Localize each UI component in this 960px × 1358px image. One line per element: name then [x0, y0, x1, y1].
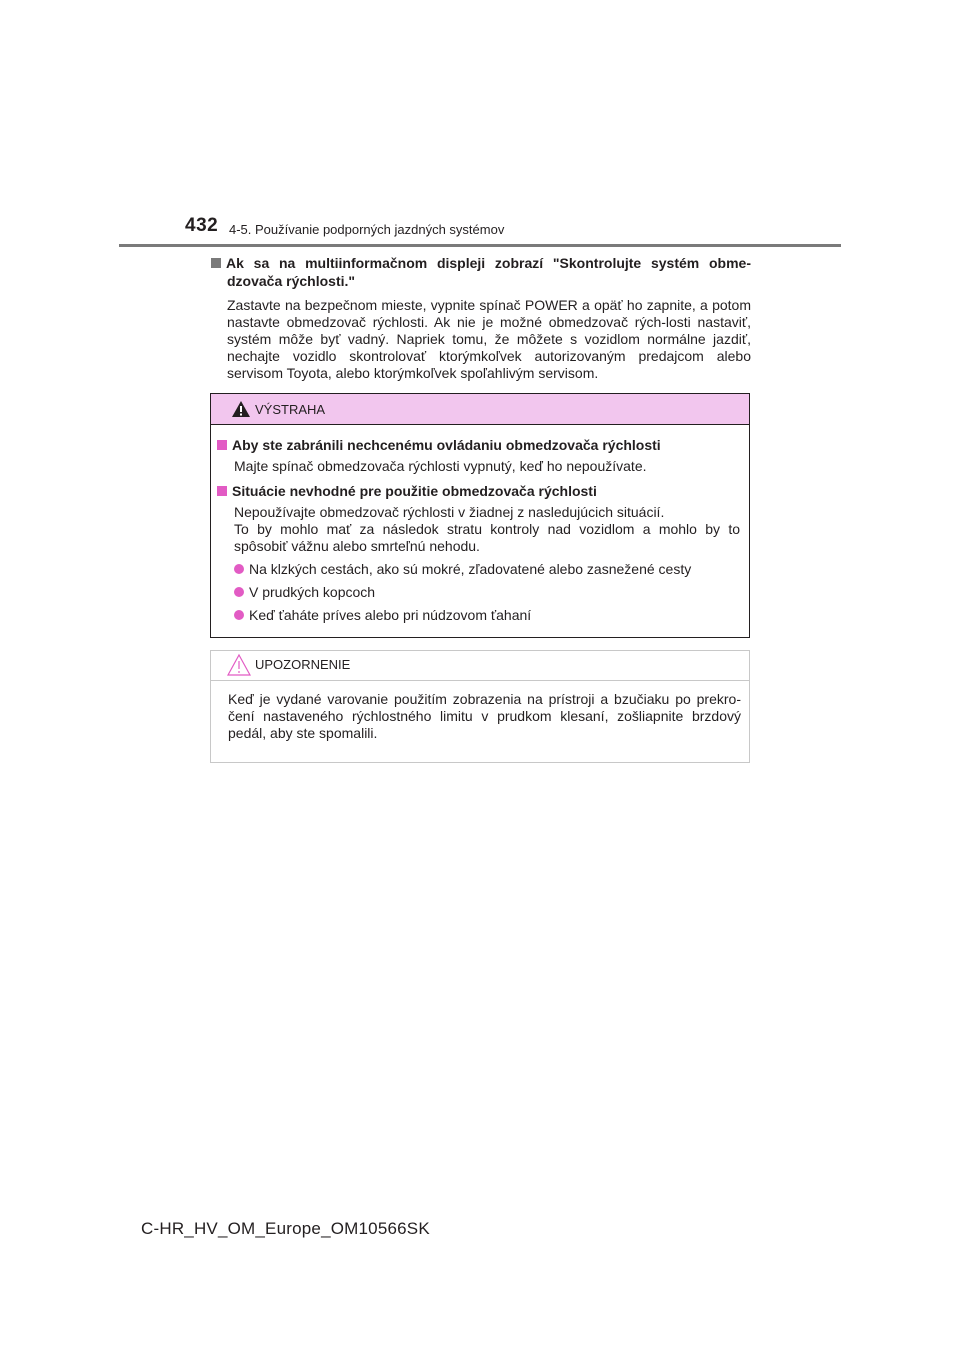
warning-section-text — [217, 504, 740, 555]
warning-section-heading-text: Aby ste zabránili nechcenému ovládaniu obmedzovača rýchlosti — [232, 437, 661, 453]
list-item — [217, 561, 740, 578]
square-bullet-icon — [211, 258, 221, 268]
warning-label: VÝSTRAHA — [255, 402, 326, 417]
topic-heading — [211, 254, 751, 290]
square-bullet-icon — [217, 440, 227, 450]
notice-label: UPOZORNENIE — [255, 657, 351, 672]
topic-heading-text: Ak sa na multiinformačnom displeji zobrazí "Skontrolujte systém obme-dzovača rýchlosti." — [226, 255, 751, 289]
round-bullet-icon — [234, 610, 244, 620]
footer-doc-code: C-HR_HV_OM_Europe_OM10566SK — [141, 1219, 430, 1238]
warning-body — [211, 425, 749, 624]
list-item-text: Na klzkých cestách, ako sú mokré, zľadovatené alebo zasnežené cesty — [249, 561, 692, 577]
header-rule — [119, 244, 841, 247]
list-item — [217, 584, 740, 601]
list-item-text: V prudkých kopcoch — [249, 584, 376, 600]
round-bullet-icon — [234, 564, 244, 574]
topic-body: Zastavte na bezpečnom mieste, vypnite spínač POWER a opäť ho zapnite, a potom nastavte obmedzovač rýchlosti. Ak nie je možné obmedzovač rých-losti nastaviť, systém môže byť vadný. Napriek tomu, že môžete s vozidlom normálne jazdiť, nechajte vozidlo skontrolovať ktorýmkoľvek autorizovaným predajcom alebo servisom Toyota, alebo ktorýmkoľvek spoľahlivým servisom. — [227, 297, 751, 381]
square-bullet-icon — [217, 486, 227, 496]
section-title: 4-5. Používanie podporných jazdných systémov — [229, 222, 505, 237]
notice-box — [210, 650, 750, 763]
main-content — [211, 254, 751, 382]
warning-section-heading-text: Situácie nevhodné pre použitie obmedzovača rýchlosti — [232, 483, 597, 499]
warning-section-heading — [217, 482, 740, 500]
warning-section-text-line: Nepoužívajte obmedzovač rýchlosti v žiadnej z nasledujúcich situácií. — [234, 504, 665, 520]
notice-header — [211, 651, 749, 681]
warning-section-heading — [217, 436, 740, 454]
round-bullet-icon — [234, 587, 244, 597]
caution-triangle-icon — [227, 653, 251, 682]
warning-section-text: Majte spínač obmedzovača rýchlosti vypnutý, keď ho nepoužívate. — [234, 458, 647, 474]
notice-text: Keď je vydané varovanie použitím zobrazenia na prístroji a bzučiaku po prekro-čení nastaveného rýchlostného limitu v prudkom klesaní, zošliapnite brzdový pedál, aby ste spomalili. — [228, 691, 741, 741]
warning-box — [210, 393, 750, 638]
list-item — [217, 607, 740, 624]
warning-triangle-icon — [231, 400, 251, 423]
warning-section-text-line: To by mohlo mať za následok stratu kontroly nad vozidlom a mohlo by to spôsobiť vážnu alebo smrteľnú nehodu. — [234, 521, 740, 554]
list-item-text: Keď ťaháte príves alebo pri núdzovom ťahaní — [249, 607, 532, 623]
page-number: 432 — [185, 215, 219, 236]
warning-header — [211, 394, 749, 425]
